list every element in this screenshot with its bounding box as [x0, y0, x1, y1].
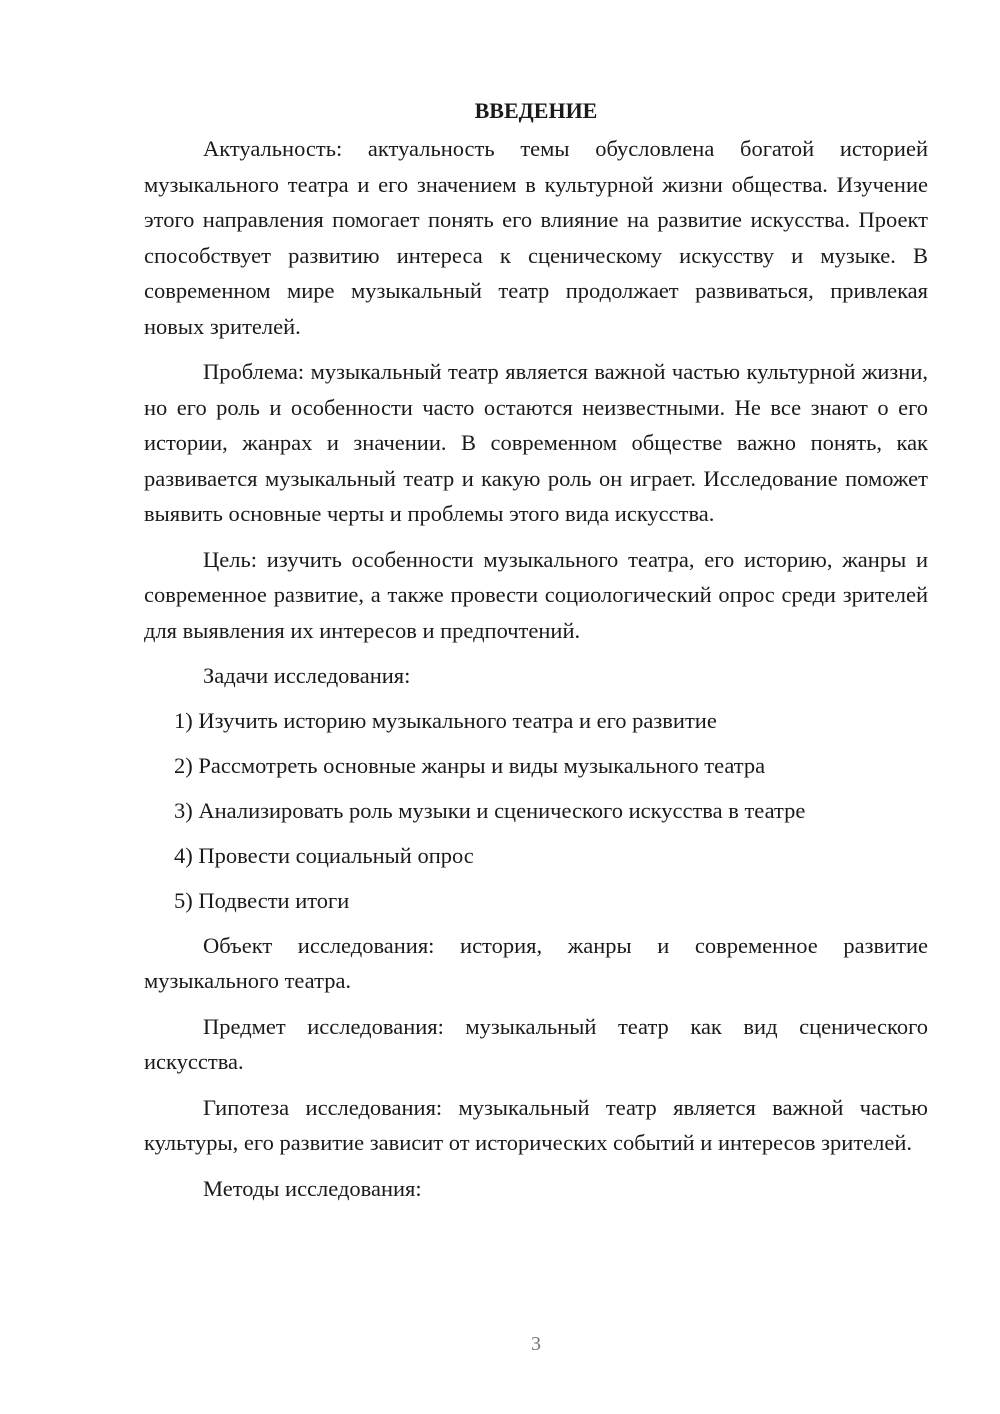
section-heading: ВВЕДЕНИЕ	[474, 98, 598, 123]
page-body	[144, 97, 928, 1216]
goal-paragraph: Цель: изучить особенности музыкального театра, его историю, жанры и современное развитие, а также провести социологический опрос среди зрителей для выявления их интересов и предпочтений.	[144, 546, 928, 643]
subject-paragraph: Предмет исследования: музыкальный театр как вид сценического искусства.	[144, 1013, 928, 1074]
task-item: 1) Изучить историю музыкального театра и его развитие	[174, 707, 717, 733]
task-item: 2) Рассмотреть основные жанры и виды музыкального театра	[174, 752, 766, 778]
methods-heading: Методы исследования:	[203, 1175, 422, 1201]
object-paragraph: Объект исследования: история, жанры и современное развитие музыкального театра.	[144, 932, 928, 993]
hypothesis-paragraph: Гипотеза исследования: музыкальный театр является важной частью культуры, его развитие зависит от исторических событий и интересов зрителей.	[144, 1094, 928, 1155]
tasks-heading: Задачи исследования:	[203, 663, 411, 688]
tasks-list	[144, 703, 928, 918]
task-item: 5) Подвести итоги	[174, 887, 350, 913]
problem-paragraph: Проблема: музыкальный театр является важной частью культурной жизни, но его роль и особенности часто остаются неизвестными. Не все знают о его истории, жанрах и значении. В современном обществе важно понять, как развивается музыкальный театр и какую роль он играет. Исследование поможет выявить основные черты и проблемы этого вида искусства.	[144, 359, 928, 526]
page-number: 3	[531, 1333, 541, 1355]
relevance-paragraph: Актуальность: актуальность темы обусловлена богатой историей музыкального театра и его значением в культурной жизни общества. Изучение этого направления помогает понять его влияние на развитие искусства. Проект способствует развитию интереса к сценическому искусству и музыке. В современном мире музыкальный театр продолжает развиваться, привлекая новых зрителей.	[144, 136, 928, 339]
task-item: 3) Анализировать роль музыки и сценического искусства в театре	[174, 797, 806, 823]
task-item: 4) Провести социальный опрос	[174, 842, 474, 868]
